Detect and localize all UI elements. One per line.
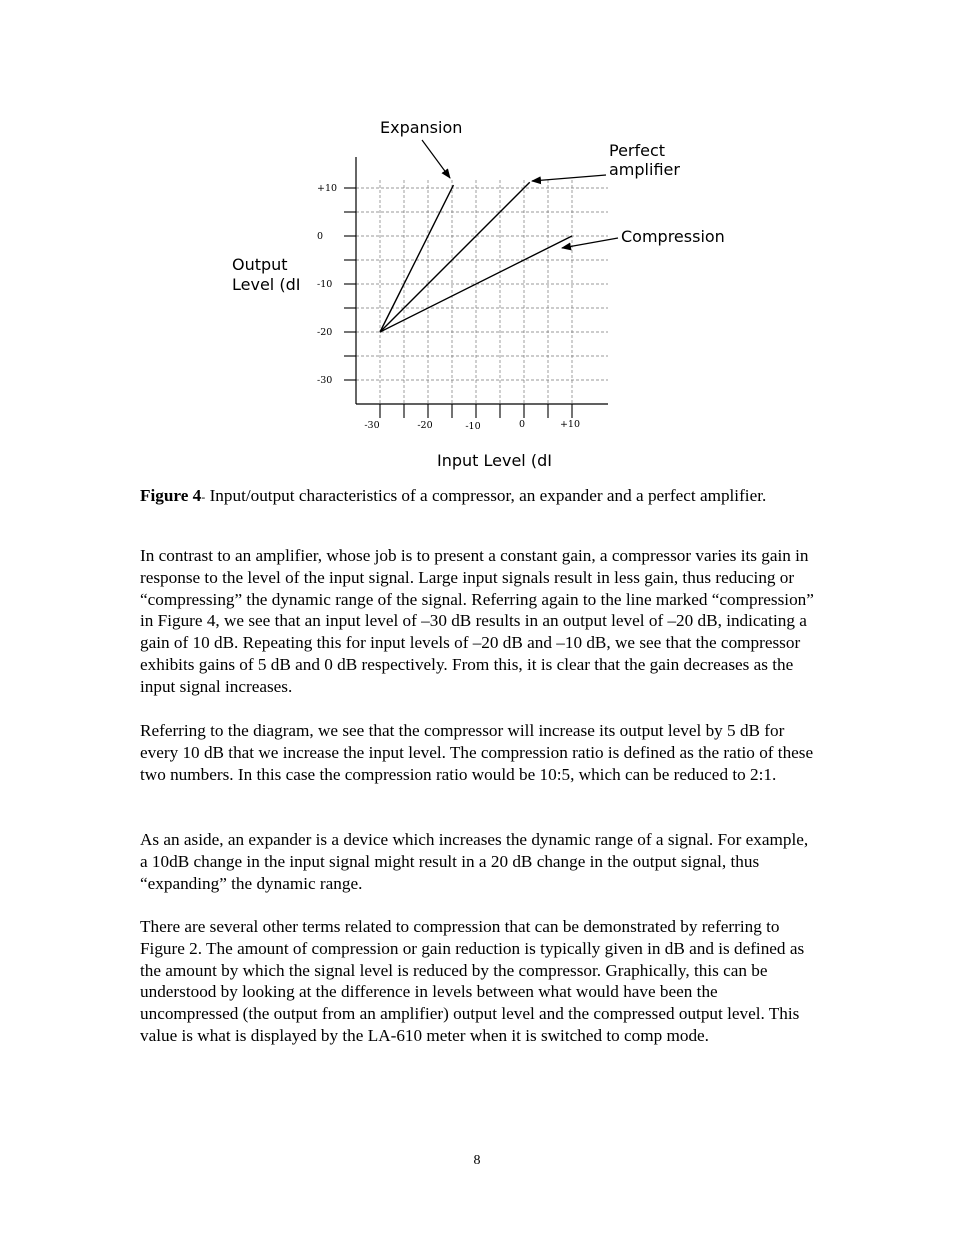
perfect-amplifier-label-line1: Perfect [609, 141, 666, 160]
x-tick-label: -30 [364, 420, 380, 431]
y-axis-label-line1: Output [232, 255, 288, 274]
y-tick-label: -10 [317, 279, 333, 290]
x-tick-label: -10 [465, 421, 481, 432]
expansion-arrow [422, 140, 450, 178]
y-tick-label: 0 [317, 231, 324, 242]
y-tick-label: -30 [317, 375, 333, 386]
paragraph-compressor-gain: In contrast to an amplifier, whose job is to present a constant gain, a compressor varies its gain in response to the level of the input signal. Large input signals result in less gain, thus reducing or “compressing” the dynamic range of the signal. Referring again to the line marked “compression” in Figure 4, we see that an input level of –30 dB results in an output level of –20 dB, indicating a gain of 10 dB. Repeating this for input levels of –20 dB and –10 dB, we see that the compressor exhibits gains of 5 dB and 0 dB respectively. From this, it is clear that the gain decreases as the input signal increases. [140, 546, 814, 696]
x-tick-label: 0 [518, 419, 526, 430]
expansion-label: Expansion [380, 118, 463, 137]
compression-label: Compression [621, 227, 725, 246]
figure-caption-text: Input/output characteristics of a compressor, an expander and a perfect amplifier. [205, 486, 767, 505]
paragraph-expander: As an aside, an expander is a device which increases the dynamic range of a signal. For example, a 10dB change in the input signal might result in a 20 dB change in the output signal, thus “expanding” the dynamic range. [140, 830, 809, 893]
figure-caption [140, 485, 813, 508]
y-tick-label: +10 [317, 183, 338, 194]
figure-caption-label: Figure 4 [140, 486, 202, 505]
expansion-line [380, 185, 453, 332]
chart-grid [356, 180, 608, 404]
y-tick-label: -20 [317, 327, 333, 338]
y-axis-label-line2: Level (dI [232, 275, 301, 294]
x-axis-label: Input Level (dI [437, 451, 552, 470]
paragraph-gain-reduction: There are several other terms related to compression that can be demonstrated by referring to Figure 2. The amount of compression or gain reduction is typically given in dB and is defined as the amount by which the signal level is reduced by the compressor. Graphically, this can be understood by looking at the difference in levels between what would have been the uncompressed (the output from an amplifier) output level and the compressed output level. This value is what is displayed by the LA-610 meter when it is switched to comp mode. [140, 917, 805, 1045]
perfect-amplifier-label-line2: amplifier [609, 160, 680, 179]
x-tick-label: +10 [559, 419, 581, 430]
x-tick-label: -20 [417, 420, 433, 431]
page-number: 8 [473, 1153, 481, 1168]
perfect-amplifier-line [380, 182, 530, 332]
io-characteristics-chart [0, 0, 954, 480]
figure-caption-separator: - [201, 490, 206, 504]
paragraph-compression-ratio: Referring to the diagram, we see that the compressor will increase its output level by 5 dB for every 10 dB that we increase the input level. The compression ratio is defined as the ratio of these two numbers. In this case the compression ratio would be 10:5, which can be reduced to 2:1. [140, 721, 814, 784]
compression-arrow [562, 238, 618, 248]
perfect-amplifier-arrow [532, 175, 606, 181]
